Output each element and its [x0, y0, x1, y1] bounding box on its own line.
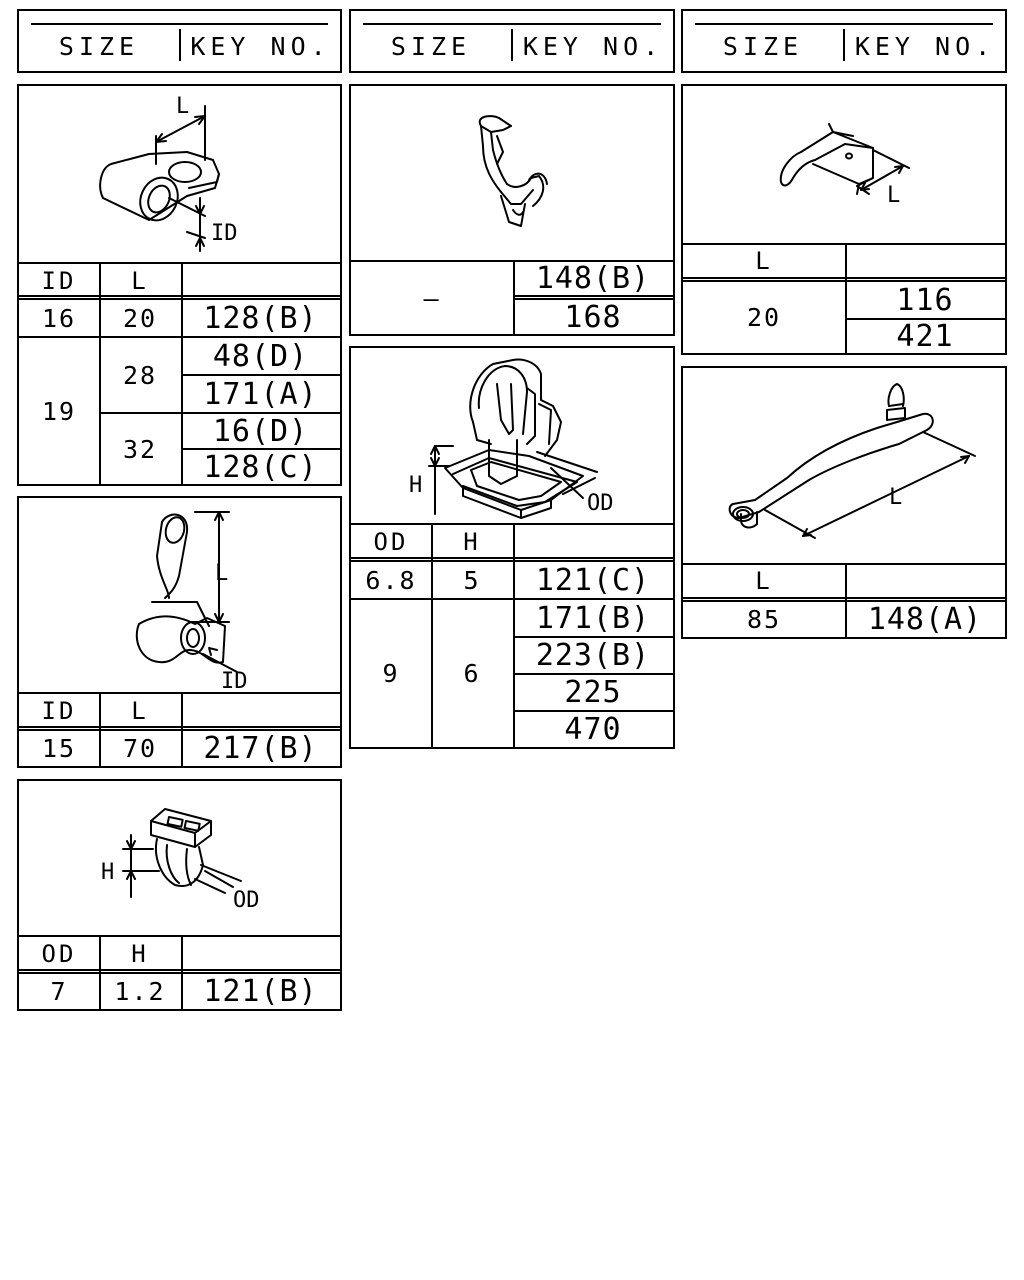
- col-header-h: H: [131, 940, 149, 968]
- col-header-h: H: [463, 528, 481, 556]
- header-column-3: [681, 9, 1007, 73]
- cell-key: 171(A): [203, 376, 318, 412]
- cell-l: 32: [122, 434, 158, 464]
- cell-id: 16: [41, 303, 77, 333]
- cell-key: 48(D): [212, 338, 309, 374]
- clip-tab-clamp-illustration: [19, 498, 340, 694]
- size-header: SIZE: [390, 32, 472, 61]
- key-no-header: KEY NO.: [854, 32, 996, 61]
- clip-push-small-drawing: [19, 781, 340, 935]
- clip-tab-clamp-drawing: [19, 498, 340, 692]
- col-rule: [181, 694, 183, 766]
- dim-label-od: OD: [233, 888, 260, 913]
- cell-key: 128(C): [203, 449, 318, 485]
- panel-clip-push-small: [17, 779, 342, 1011]
- col-header-l: L: [755, 567, 773, 595]
- cell-id: 15: [41, 734, 77, 763]
- cell-l: 20: [122, 303, 158, 333]
- dim-label-l: L: [176, 94, 190, 119]
- cell-h: 6: [463, 659, 481, 688]
- col-rule: [513, 525, 515, 747]
- size-header: SIZE: [58, 32, 140, 61]
- clip-clamp-illustration: [19, 86, 340, 264]
- col-rule: [845, 245, 847, 353]
- cell-l: 70: [122, 734, 158, 763]
- clip-push-large-illustration: [351, 348, 673, 525]
- cell-key: 470: [564, 712, 622, 747]
- col-rule: [181, 264, 183, 484]
- panel-clip-band: [681, 84, 1007, 355]
- cell-key: 168: [564, 299, 622, 335]
- key-no-header: KEY NO.: [190, 32, 331, 61]
- dim-label-h: H: [101, 860, 115, 885]
- col-header-id: ID: [41, 697, 77, 725]
- panel-clip-clamp: [17, 84, 342, 486]
- col-rule: [513, 262, 515, 334]
- panel-clip-tab-clamp: [17, 496, 342, 768]
- dim-label-id: ID: [211, 221, 238, 246]
- dim-label-l: L: [889, 485, 903, 510]
- key-no-header: KEY NO.: [522, 32, 664, 61]
- header-column-1: [17, 9, 342, 73]
- dim-label-l: L: [887, 183, 901, 208]
- cell-key: 171(B): [535, 600, 651, 636]
- panel-clip-harness: [349, 84, 675, 336]
- cell-key: 16(D): [212, 413, 309, 449]
- cell-l: 28: [122, 360, 158, 390]
- col-rule: [431, 525, 433, 747]
- cell-key: 148(A): [867, 602, 983, 637]
- dim-label-od: OD: [587, 491, 614, 516]
- clip-push-large-drawing: [351, 348, 673, 523]
- col-header-l: L: [131, 697, 149, 725]
- cell-key: 121(C): [535, 562, 651, 598]
- clip-push-small-illustration: [19, 781, 340, 937]
- cell-od: 7: [50, 977, 68, 1006]
- clip-clamp-drawing: [19, 86, 340, 262]
- col-header-id: ID: [41, 267, 77, 295]
- cell-key: 223(B): [535, 638, 651, 673]
- col-rule: [99, 264, 101, 484]
- cell-key: 121(B): [203, 974, 318, 1009]
- clip-strap-drawing: [683, 368, 1005, 563]
- col-rule: [99, 694, 101, 766]
- dim-label-h: H: [409, 473, 423, 498]
- cell-key: 225: [564, 675, 622, 710]
- cell-od: 6.8: [365, 565, 417, 595]
- cell-h: 1.2: [114, 977, 166, 1006]
- cell-id: 19: [41, 396, 77, 426]
- cell-size-dash: —: [423, 283, 441, 313]
- col-header-l: L: [131, 267, 149, 295]
- clip-band-drawing: [683, 86, 1005, 243]
- cell-key: 148(B): [535, 261, 651, 296]
- clip-harness-drawing: [351, 86, 673, 260]
- clip-band-illustration: [683, 86, 1005, 245]
- cell-key: 421: [896, 319, 954, 354]
- cell-h: 5: [463, 565, 481, 595]
- col-header-od: OD: [373, 528, 409, 556]
- clip-harness-illustration: [351, 86, 673, 262]
- col-rule: [845, 565, 847, 637]
- size-header: SIZE: [722, 32, 804, 61]
- cell-l: 20: [746, 303, 782, 332]
- cell-key: 128(B): [203, 300, 318, 336]
- cell-key: 116: [896, 282, 954, 318]
- dim-label-id: ID: [221, 669, 248, 692]
- cell-od: 9: [382, 659, 400, 688]
- clip-strap-illustration: [683, 368, 1005, 565]
- panel-clip-push-large: [349, 346, 675, 749]
- col-rule: [99, 937, 101, 1009]
- cell-l: 85: [746, 605, 782, 634]
- panel-clip-strap: [681, 366, 1007, 639]
- header-column-2: [349, 9, 675, 73]
- col-header-od: OD: [41, 940, 77, 968]
- cell-key: 217(B): [203, 731, 318, 766]
- dim-label-l: L: [215, 561, 229, 586]
- col-rule: [181, 937, 183, 1009]
- col-header-l: L: [755, 247, 773, 275]
